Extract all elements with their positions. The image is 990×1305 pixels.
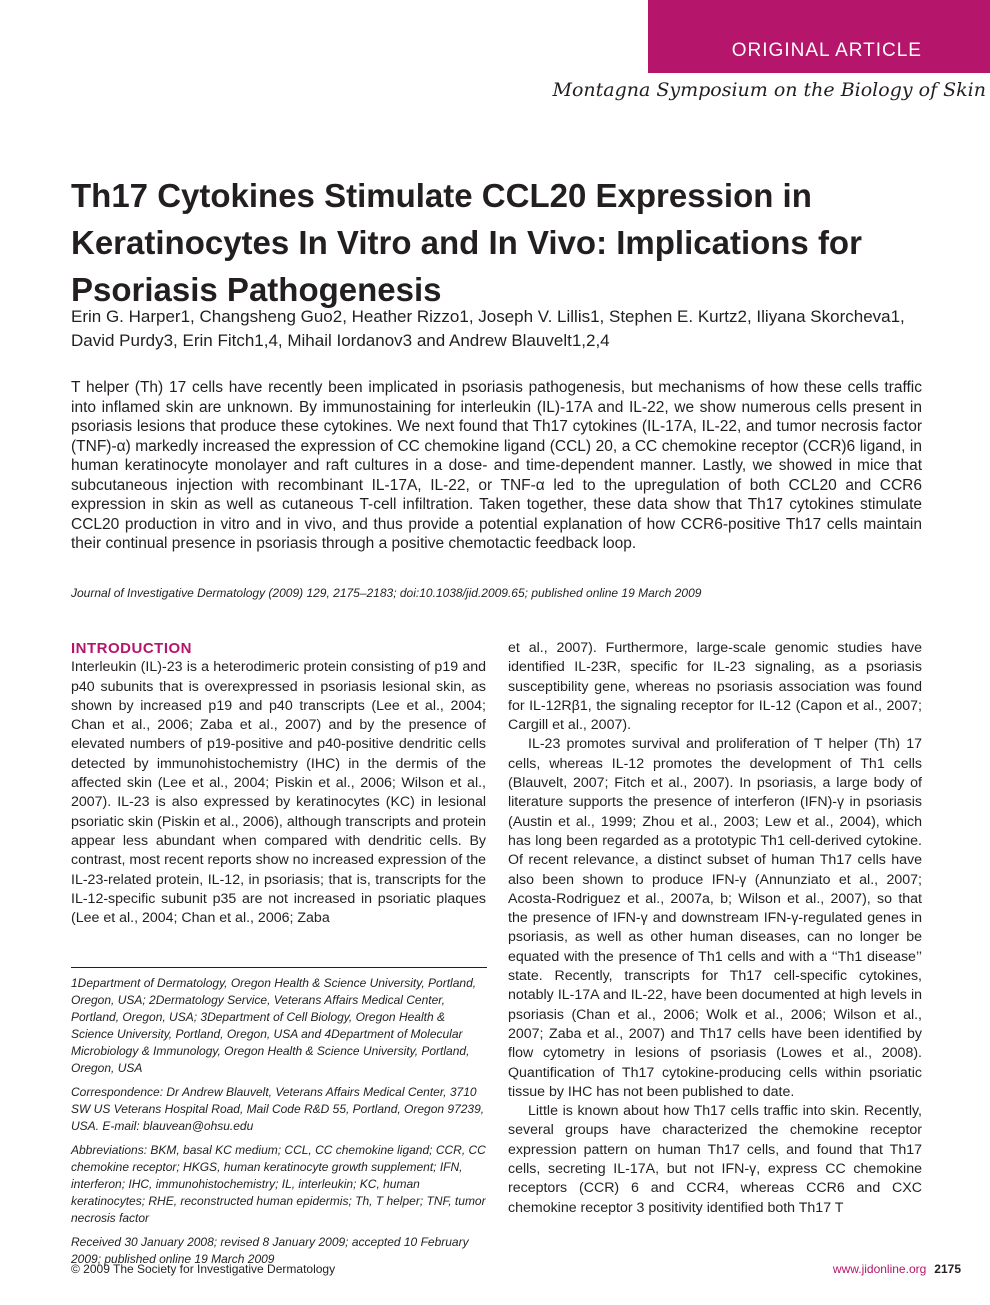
affiliations-note: 1Department of Dermatology, Oregon Health & Science University, Portland, Oregon, USA; 2Dermatology Service, Veterans Affairs Medical Center, Portland, Oregon, USA; 3Department of Cell Biology, Oregon Health & Science University, Portland, Oregon, USA and 4Department of Molecular Microbiology & Immunology, Oregon Health & Science University, Portland, Oregon, USA [71,976,477,1075]
introduction-paragraph: Interleukin (IL)-23 is a heterodimeric protein consisting of p19 and p40 subunits that is overexpressed in psoriasis lesional skin, as shown by increased p19 and p40 transcripts (Lee et al., 2004; Chan et al., 2006; Zaba et al., 2007) and by the presence of elevated numbers of p19-positive and p40-positive dendritic cells detected by immunohistochemistry (IHC) in the dermis of the affected skin (Lee et al., 2004; Piskin et al., 2006; Wilson et al., 2007). IL-23 is also expressed by keratinocytes (KC) in lesional psoriatic skin (Piskin et al., 2006), although transcripts and protein appear less abundant when compared with dendritic cells. By contrast, most recent reports show no increased expression of the IL-23-related protein, IL-12, in psoriasis; that is, transcripts for the IL-12-specific subunit p35 are not increased in psoriatic plaques (Lee et al., 2004; Chan et al., 2006; Zaba [71,659,486,927]
header-color-band [648,0,990,73]
footnotes [71,975,487,1275]
author-list: Erin G. Harper1, Changsheng Guo2, Heather Rizzo1, Joseph V. Lillis1, Stephen E. Kurtz2, Iliyana Skorcheva1, David Purdy3, Erin Fitch1,4, Mihail Iordanov3 and Andrew Blauvelt1,2,4 [71,307,905,350]
abbreviations-note: Abbreviations: BKM, basal KC medium; CCL, CC chemokine ligand; CCR, CC chemokine receptor; HKGS, human keratinocyte growth supplement; IFN, interferon; IHC, immunohistochemistry; IL, interleukin; KC, human keratinocytes; RHE, reconstructed human epidermis; Th, T helper; TNF, tumor necrosis factor [71,1143,486,1225]
paragraph-trafficking: Little is known about how Th17 cells traffic into skin. Recently, several groups have characterized the chemokine receptor expression pattern on human Th17 cells, and found that Th17 cells, secreting IL-17A, but not IFN-γ, express CC chemokine receptors (CCR) 6 and CCR4, whereas CCR6 and CXC chemokine receptor 3 positivity identified both Th17 T [508,1103,922,1216]
correspondence-note: Correspondence: Dr Andrew Blauvelt, Veterans Affairs Medical Center, 3710 SW US Veterans Hospital Road, Mail Code R&D 55, Portland, Oregon 97239, USA. E-mail: blauvean@ohsu.edu [71,1085,485,1133]
right-column [508,639,922,1218]
introduction-heading: INTRODUCTION [71,640,192,657]
dates-note: Received 30 January 2008; revised 8 January 2009; accepted 10 February 2009; published online 19 March 2009 [71,1235,469,1266]
paragraph-il23: IL-23 promotes survival and proliferation of T helper (Th) 17 cells, whereas IL-12 promotes the development of Th1 cells (Blauvelt, 2007; Fitch et al., 2007). In psoriasis, a large body of literature supports the presence of interferon (IFN)-γ in psoriasis (Austin et al., 1999; Zhou et al., 2003; Lew et al., 2004), which has long been regarded as a prototypic Th1 cell-derived cytokine. Of recent relevance, a distinct subset of human Th17 cells have also been shown to produce IFN-γ (Annunziato et al., 2007; Acosta-Rodriguez et al., 2007a, b; Wilson et al., 2007), so that the presence of IFN-γ and downstream IFN-γ-regulated genes in psoriasis, as well as other human diseases, can no longer be equated with the presence of Th1 cells and with a ‘‘Th1 disease’’ state. Recently, transcripts for Th17 cell-specific cytokines, notably IL-17A and IL-22, have been documented at high levels in psoriasis (Chan et al., 2006; Wolk et al., 2006; Wilson et al., 2007; Zaba et al., 2007) and Th17 cells have been identified by flow cytometry in lesions of psoriasis (Lowes et al., 2008). Quantification of Th17 cytokine-producing cells within psoriatic tissue by IHC has not been published to date. [508,736,922,1100]
section-label: ORIGINAL ARTICLE [731,40,922,61]
footer-right [833,1262,961,1276]
symposium-label: Montagna Symposium on the Biology of Skin [552,79,986,101]
abstract: T helper (Th) 17 cells have recently been implicated in psoriasis pathogenesis, but mechanisms of how these cells traffic into inflamed skin are unknown. By immunostaining for interleukin (IL)-17A and IL-22, we show numerous cells present in psoriasis lesions that produce these cytokines. We next found that Th17 cytokines (IL-17A, IL-22, and tumor necrosis factor (TNF)-α) markedly increased the expression of CC chemokine ligand (CCL) 20, a CC chemokine receptor (CCR)6 ligand, in human keratinocyte monolayer and raft cultures in a dose- and time-dependent manner. Lastly, we showed in mice that subcutaneous injection with recombinant IL-17A, IL-22, or TNF-α led to the upregulation of both CCL20 and CCR6 expression in skin as well as cutaneous T-cell infiltration. Taken together, these data show that Th17 cytokines stimulate CCL20 production in vitro and in vivo, and thus provide a potential explanation of how CCR6-positive Th17 cells maintain their continual presence in psoriasis through a positive chemotactic feedback loop. [71,379,922,552]
paragraph-continued: et al., 2007). Furthermore, large-scale genomic studies have identified IL-23R, specific for IL-23 signaling, as a psoriasis susceptibility gene, whereas no psoriasis association was found for IL-12Rβ1, the signaling receptor for IL-12 (Capon et al., 2007; Cargill et al., 2007). [508,640,922,734]
left-column [71,639,486,928]
footnote-divider [71,967,487,968]
journal-citation: Journal of Investigative Dermatology (2009) 129, 2175–2183; doi:10.1038/jid.2009.65; published online 19 March 2009 [71,586,702,600]
page-number: 2175 [934,1262,961,1276]
article-title: Th17 Cytokines Stimulate CCL20 Expression in Keratinocytes In Vitro and In Vivo: Implications for Psoriasis Pathogenesis [71,177,862,308]
journal-url-link[interactable]: www.jidonline.org [832,1262,927,1276]
copyright-notice: © 2009 The Society for Investigative Dermatology [71,1262,336,1276]
